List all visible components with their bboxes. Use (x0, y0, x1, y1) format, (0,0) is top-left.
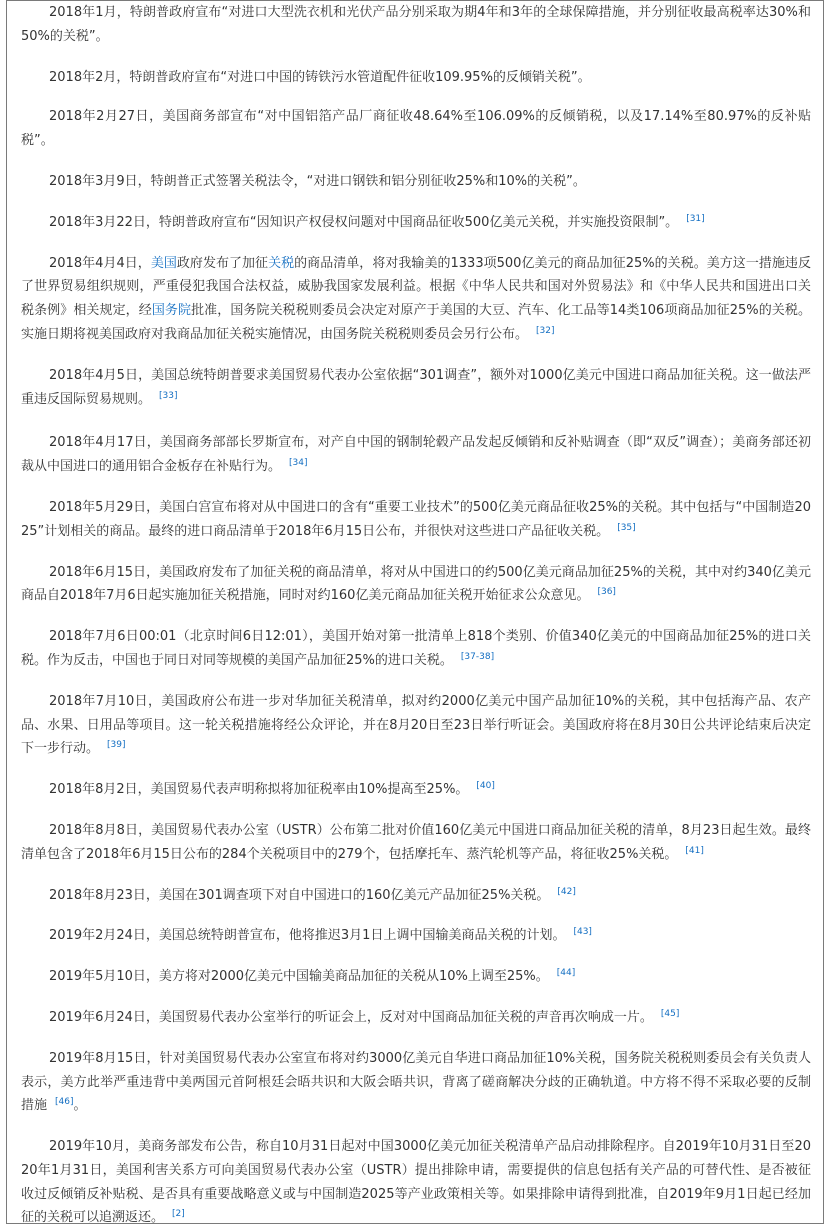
paragraph-2018-08-02 (21, 778, 811, 802)
paragraph-2018-01 (21, 1, 811, 49)
paragraph-text: 。 (73, 1098, 87, 1114)
paragraph-2018-06-15 (21, 561, 811, 609)
paragraph-2018-03-09 (21, 170, 811, 194)
paragraph-text: 2019年2月24日，美国总统特朗普宣布，他将推迟3月1日上调中国输美商品关税的计划。 (49, 928, 566, 944)
citation-link[interactable]: [32] (536, 325, 555, 336)
paragraph-text: 2018年2月27日，美国商务部宣布“对中国铝箔产品厂商征收48.64%至106.09%的反倾销税，以及17.14%至80.97%的反补贴税”。 (21, 109, 811, 149)
paragraph-2018-07-10 (21, 690, 811, 761)
paragraph-text: 2018年8月8日，美国贸易代表办公室（USTR）公布第二批对价值160亿美元中国进口商品加征关税的清单，8月23日起生效。最终清单包含了2018年6月15日公布的284个关税项目中的279个，包括摩托车、蒸汽轮机等产品，将征收25%关税。 (21, 822, 811, 862)
citation-link[interactable]: [40] (476, 781, 495, 792)
paragraph-text: 2018年4月4日， (49, 255, 151, 271)
paragraph-2019-06-24 (21, 1006, 811, 1030)
paragraph-text: 2019年5月10日，美方将对2000亿美元中国输美商品加征的关税从10%上调至25%。 (49, 969, 549, 985)
citation-link[interactable]: [46] (55, 1097, 74, 1108)
citation-link[interactable]: [34] (289, 458, 308, 469)
paragraph-text: 批准，国务院关税税则委员会决定对原产于美国的大豆、汽车、化工品等14类106项商品加征25%的关税。实施日期将视美国政府对我商品加征关税实施情况，由国务院关税税则委员会另行公布。 (21, 303, 811, 342)
paragraph-text: 的商品清单，将对我输美的1333项500亿美元的商品加征25%的关税。美方这一措施违反了世界贸易组织规则，严重侵犯我国合法权益，威胁我国家发展利益。根据《中华人民共和国对外贸易法》和《中华人民共和国进出口关税条例》相关规定，经 (21, 255, 811, 319)
paragraph-2018-02-27 (21, 105, 811, 153)
paragraph-text: 2018年4月17日，美国商务部部长罗斯宣布，对产自中国的钢制轮毂产品发起反倾销和反补贴调查（即“双反”调查）；美商务部还初裁从中国进口的通用铝合金板存在补贴行为。 (21, 435, 811, 475)
paragraph-2019-10 (21, 1135, 811, 1230)
article-content (21, 1, 811, 1230)
article-frame (6, 0, 824, 1224)
citation-link[interactable]: [43] (573, 927, 592, 938)
citation-link[interactable]: [44] (556, 968, 576, 979)
paragraph-2018-04-17 (21, 431, 811, 479)
citation-link[interactable]: [36] (597, 587, 616, 598)
paragraph-text: 政府发布了加征 (176, 255, 269, 271)
paragraph-text: 2019年10月，美商务部发布公告，称自10月31日起对中国3000亿美元加征关税清单产品启动排除程序。自2019年10月31日至2020年1月31日，美国利害关系方可向美国贸易代表办公室（USTR）提出排除申请，需要提供的信息包括有关产品的可替代性、是否被征收过反倾销反补贴税、是否具有重要战略意义或与中国制造2025等产业政策相关等。如果排除申请得到批准，自2019年9月1日起已经加征的关税可以追溯返还。 (21, 1139, 811, 1226)
citation-link[interactable]: [33] (159, 390, 178, 401)
paragraph-2018-04-04 (21, 252, 811, 347)
paragraph-2019-05-10 (21, 965, 811, 989)
link-state-council[interactable]: 国务院 (151, 303, 192, 319)
paragraph-text: 2018年7月10日，美国政府公布进一步对华加征关税清单，拟对约2000亿美元中国产品加征10%的关税，其中包括海产品、农产品、水果、日用品等项目。这一轮关税措施将经公众评论，并在8月20日至23日举行听证会。美国政府将在8月30日公共评论结束后决定下一步行动。 (21, 693, 811, 757)
paragraph-2018-08-08 (21, 819, 811, 867)
paragraph-text: 2019年6月24日，美国贸易代表办公室举行的听证会上，反对对中国商品加征关税的声音再次响成一片。 (49, 1009, 653, 1025)
citation-link[interactable]: [35] (617, 522, 636, 533)
paragraph-text: 2018年4月5日，美国总统特朗普要求美国贸易代表办公室依据“301调查”，额外对1000亿美元中国进口商品加征关税。这一做法严重违反国际贸易规则。 (21, 367, 811, 407)
paragraph-text: 2018年3月22日，特朗普政府宣布“因知识产权侵权问题对中国商品征收500亿美元关税，并实施投资限制”。 (49, 214, 679, 230)
paragraph-2018-07-06 (21, 625, 811, 673)
citation-link[interactable]: [39] (107, 740, 126, 751)
citation-link[interactable]: [31] (686, 213, 705, 224)
citation-link[interactable]: [2] (172, 1209, 185, 1220)
paragraph-2019-02-24 (21, 924, 811, 948)
paragraph-text: 2018年2月，特朗普政府宣布“对进口中国的铸铁污水管道配件征收109.95%的反倾销关税”。 (49, 69, 591, 85)
citation-link[interactable]: [45] (660, 1008, 680, 1019)
paragraph-2018-08-23 (21, 884, 811, 908)
paragraph-text: 2018年8月23日，美国在301调查项下对自中国进口的160亿美元产品加征25%关税。 (49, 887, 550, 903)
paragraph-text: 2018年6月15日，美国政府发布了加征关税的商品清单，将对从中国进口的约500亿美元商品加征25%的关税，其中对约340亿美元商品自2018年7月6日起实施加征关税措施，同时对约160亿美元商品加征关税开始征求公众意见。 (21, 564, 811, 604)
citation-link[interactable]: [42] (557, 886, 576, 897)
citation-link[interactable]: [41] (685, 845, 704, 856)
paragraph-text: 2018年1月，特朗普政府宣布“对进口大型洗衣机和光伏产品分别采取为期4年和3年的全球保障措施，并分别征收最高税率达30%和50%的关税”。 (21, 5, 811, 44)
paragraph-text: 2018年3月9日，特朗普正式签署关税法令，“对进口钢铁和铝分别征收25%和10%的关税”。 (49, 173, 586, 189)
paragraph-2018-02 (21, 66, 811, 90)
link-tariff[interactable]: 关税 (268, 255, 295, 271)
paragraph-text: 2019年8月15日，针对美国贸易代表办公室宣布将对约3000亿美元自华进口商品加征10%关税，国务院关税税则委员会有关负责人表示，美方此举严重违背中美两国元首阿根廷会晤共识和大阪会晤共识，背离了磋商解决分歧的正确轨道。中方将不得不采取必要的反制措施 (21, 1050, 811, 1114)
link-usa[interactable]: 美国 (150, 255, 177, 271)
paragraph-text: 2018年7月6日00:01（北京时间6日12:01），美国开始对第一批清单上818个类别、价值340亿美元的中国商品加征25%的进口关税。作为反击，中国也于同日对同等规模的美国产品加征25%的进口关税。 (21, 629, 811, 668)
paragraph-2018-05-29 (21, 496, 811, 544)
paragraph-2019-08-15 (21, 1047, 811, 1118)
paragraph-text: 2018年8月2日，美国贸易代表声明称拟将加征税率由10%提高至25%。 (49, 782, 469, 798)
citation-link[interactable]: [37-38] (460, 651, 495, 662)
paragraph-2018-03-22 (21, 211, 811, 235)
paragraph-2018-04-05 (21, 364, 811, 412)
paragraph-text: 2018年5月29日，美国白宫宣布将对从中国进口的含有“重要工业技术”的500亿美元商品征收25%的关税。其中包括与“中国制造2025”计划相关的商品。最终的进口商品清单于2018年6月15日公布，并很快对这些进口产品征收关税。 (21, 499, 811, 539)
